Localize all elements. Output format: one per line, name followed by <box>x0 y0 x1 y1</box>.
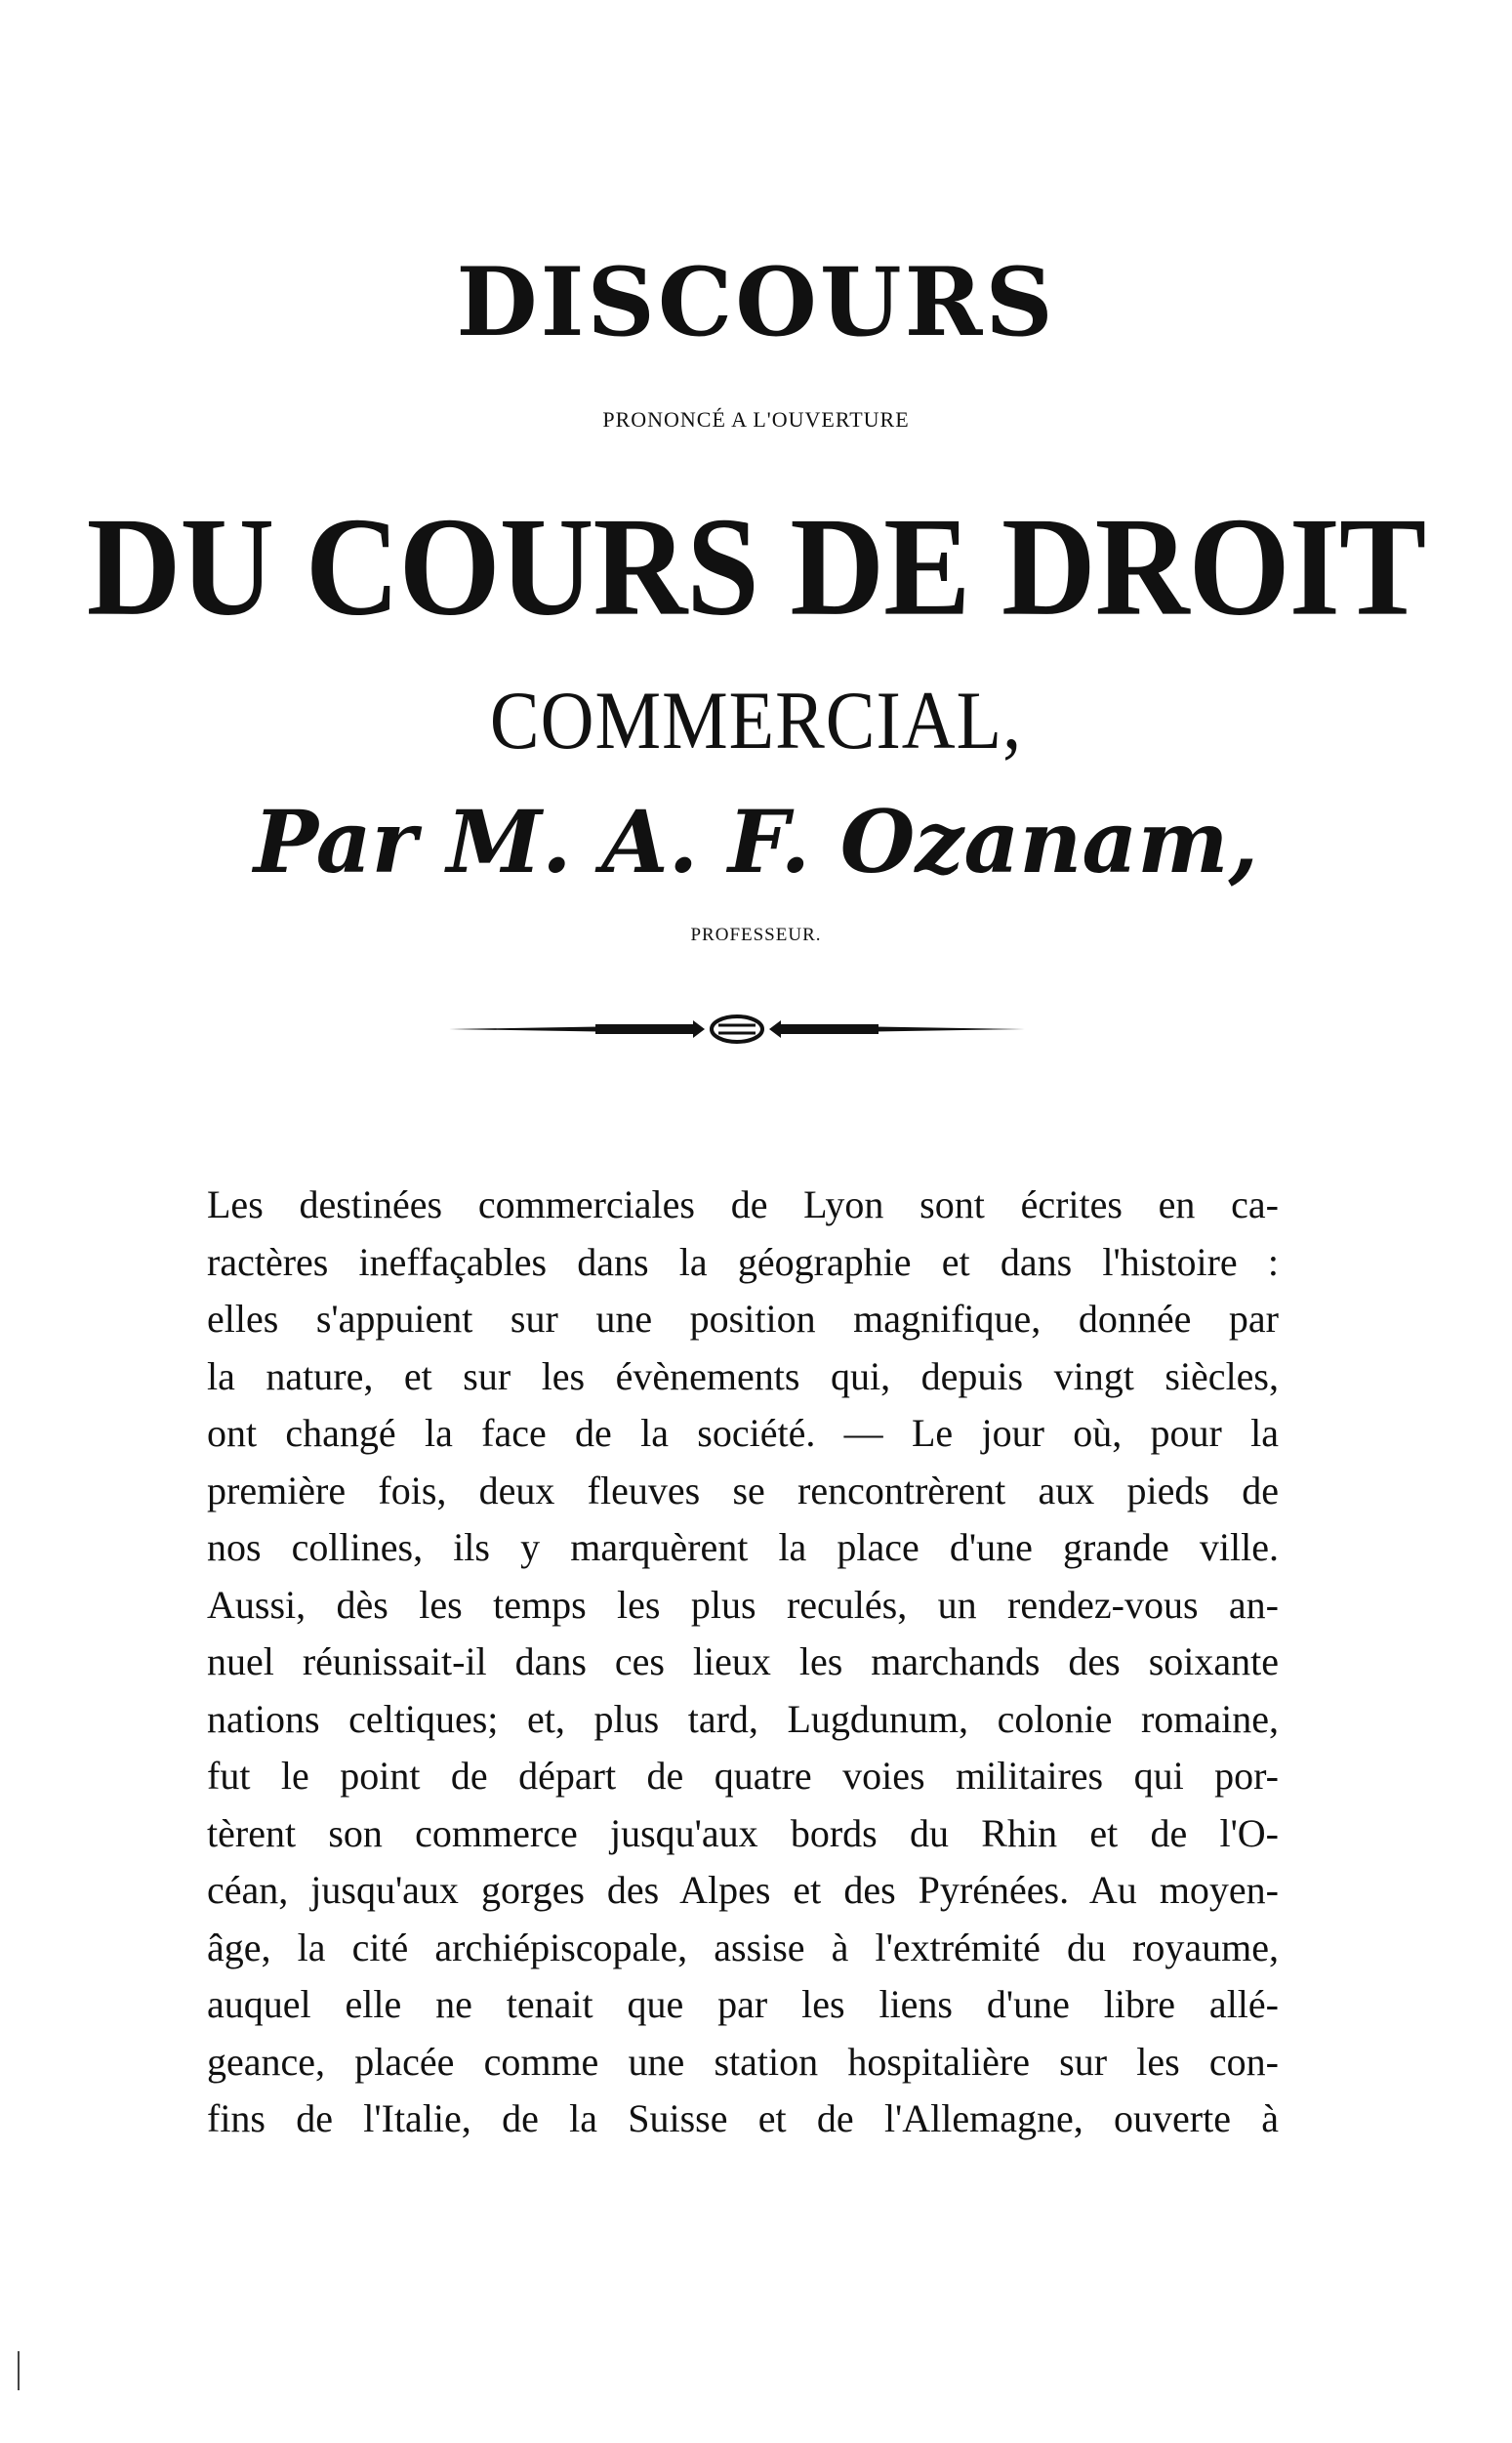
body-line-12: tèrent son commerce jusqu'aux bords du Rhin et de l'O- <box>207 1810 1279 1855</box>
body-line-11: fut le point de départ de quatre voies militaires qui por- <box>207 1754 1279 1798</box>
body-line-5: ont changé la face de la société. — Le jour où, pour la <box>207 1411 1279 1455</box>
body-line-10: nations celtiques; et, plus tard, Lugdunum, colonie romaine, <box>207 1696 1279 1741</box>
title-commercial: COMMERCIAL, <box>489 674 1023 767</box>
ornamental-divider-icon <box>449 1006 1025 1055</box>
body-line-2: ractères ineffaçables dans la géographie et dans l'histoire : <box>207 1239 1279 1284</box>
body-line-7: nos collines, ils y marquèrent la place d'une grande ville. <box>207 1525 1279 1569</box>
title-cours-de-droit: DU COURS DE DROIT <box>86 488 1426 644</box>
body-line-8: Aussi, dès les temps les plus reculés, un rendez-vous an- <box>207 1582 1279 1627</box>
title-discours: DISCOURS <box>456 247 1056 357</box>
body-line-9: nuel réunissait-il dans ces lieux les marchands des soixante <box>207 1639 1279 1683</box>
body-line-3: elles s'appuient sur une position magnifique, donnée par <box>207 1297 1279 1341</box>
body-line-17: fins de l'Italie, de la Suisse et de l'Allemagne, ouverte à <box>207 2096 1279 2140</box>
body-line-15: auquel elle ne tenait que par les liens d'une libre allé- <box>207 1982 1279 2026</box>
author-line: Par M. A. F. Ozanam, <box>253 791 1259 892</box>
body-line-14: âge, la cité archiépiscopale, assise à l'extrémité du royaume, <box>207 1925 1279 1969</box>
author-role: PROFESSEUR. <box>690 925 822 945</box>
subtitle-prononce: PRONONCÉ A L'OUVERTURE <box>602 407 910 432</box>
margin-mark <box>18 2351 20 2390</box>
body-line-13: céan, jusqu'aux gorges des Alpes et des Pyrénées. Au moyen- <box>207 1868 1279 1912</box>
body-line-16: geance, placée comme une station hospitalière sur les con- <box>207 2039 1279 2084</box>
body-line-6: première fois, deux fleuves se rencontrèrent aux pieds de <box>207 1468 1279 1512</box>
body-line-1: Les destinées commerciales de Lyon sont écrites en ca- <box>207 1182 1279 1226</box>
body-paragraph <box>207 1177 1279 2148</box>
body-line-4: la nature, et sur les évènements qui, depuis vingt siècles, <box>207 1353 1279 1398</box>
